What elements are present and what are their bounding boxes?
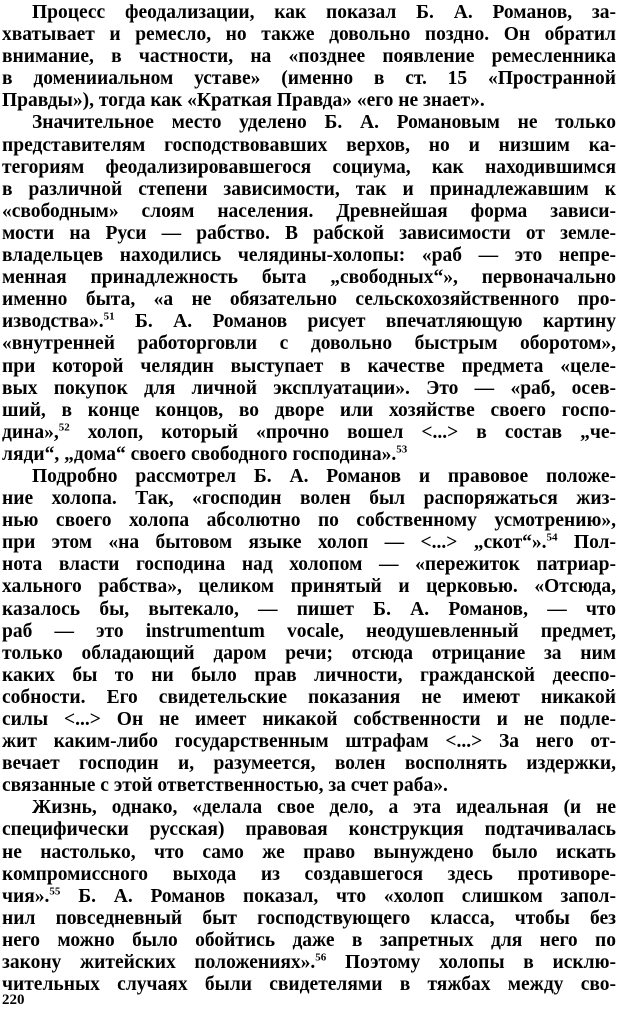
text-line: связанные с этой ответственностью, за счет раба».	[2, 775, 448, 797]
text-line: при этом «на бытовом языке холоп — <...> „скот“».$^{54}$ Пол-	[2, 531, 616, 554]
page-number: 220	[2, 992, 25, 1008]
text-line: «внутренней работорговли с довольно быстрым оборотом»,	[2, 333, 616, 355]
text-line: компромиссного выхода из создавшегося здесь противоре-	[2, 863, 616, 885]
text-line: вечает господин и, разумеется, волен восполнять издержки,	[2, 753, 616, 775]
text-line: внимание, в частности, на «позднее появление ремесленника	[2, 46, 616, 68]
footnote-ref: 54	[546, 531, 558, 544]
text-line: чительных случаях были свидетелями в тяжбах между сво-	[2, 974, 616, 996]
footnote-ref: 52	[58, 421, 70, 434]
text-line: именно быта, «а не обязательно сельскохозяйственного про-	[2, 289, 616, 311]
text-line: ший, в конце концов, во дворе или хозяйстве своего госпо-	[2, 399, 616, 421]
text-line: жит каким-либо государственным штрафам <...> За него от-	[2, 731, 616, 753]
text-line: силы <...> Он не имеет никакой собственности и не подле-	[2, 709, 616, 730]
text-line: дина»,$^{52}$ холоп, который «прочно вошел <...> в состав „че-	[2, 421, 616, 443]
text-line: Подробно рассмотрел Б. А. Романов и правовое положе-	[32, 465, 616, 487]
text-line: Правды»), тогда как «Краткая Правда» «его не знает».	[2, 90, 485, 112]
text-line: при которой челядин выступает в качестве предмета «целе-	[2, 355, 616, 377]
text-line: мости на Руси — рабство. В рабской зависимости от земле-	[2, 222, 616, 244]
text-line: в доменииальном уставе» (именно в ст. 15 «Пространной	[2, 68, 616, 90]
text-line: изводства».$^{51}$ Б. А. Романов рисует впечатляющую картину	[2, 310, 616, 333]
text-line: ние холопа. Так, «господин волен был распоряжаться жиз-	[2, 488, 616, 510]
text-line: специфически русская) правовая конструкция подтачивалась	[2, 819, 616, 841]
footnote-ref: 55	[49, 885, 61, 898]
text-line: владельцев находились челядины-холопы: «раб — это непре-	[2, 245, 616, 267]
text-line: только обладающий даром речи; отсюда отрицание за ним	[2, 642, 616, 664]
body-text	[2, 2, 616, 996]
text-line: хального рабства», целиком принятый и церковью. «Отсюда,	[2, 576, 616, 598]
footnote-ref: 56	[315, 951, 327, 964]
text-line: раб — это instrumentum vocale, неодушевленный предмет,	[2, 620, 616, 642]
text-line: «свободным» слоям населения. Древнейшая форма зависи-	[2, 200, 616, 222]
text-line: Значительное место уделено Б. А. Романовым не только	[32, 112, 616, 134]
text-line: ляди“, „дома“ своего свободного господина».$^{53}$	[2, 443, 408, 465]
text-line: казалось бы, вытекало, — пишет Б. А. Романов, — что	[2, 598, 616, 620]
text-line: него можно было обойтись даже в запретных для него по	[2, 929, 616, 951]
text-line: Жизнь, однако, «делала свое дело, а эта идеальная (и не	[32, 797, 616, 819]
footnote-ref: 53	[396, 443, 408, 456]
text-line: тегориям феодализировавшегося социума, как находившимся	[2, 156, 616, 178]
text-line: каких бы то ни было прав личности, гражданской дееспо-	[2, 664, 616, 686]
text-line: хватывает и ремесло, но также довольно поздно. Он обратил	[2, 24, 616, 46]
text-line: в различной степени зависимости, так и принадлежавшим к	[2, 178, 616, 200]
text-line: вых покупок для личной эксплуатации». Это — «раб, осев-	[2, 377, 616, 399]
text-line: нота власти господина над холопом — «пережиток патриар-	[2, 554, 616, 576]
text-line: не настолько, что само же право вынуждено было искать	[2, 841, 616, 863]
text-line: закону житейских положениях».$^{56}$ Поэтому холопы в исклю-	[2, 951, 616, 974]
text-line: нил повседневный быт господствующего класса, чтобы без	[2, 907, 616, 929]
text-line: собности. Его свидетельские показания не имеют никакой	[2, 686, 616, 708]
footnote-ref: 51	[103, 310, 115, 323]
text-line: нью своего холопа абсолютно по собственному усмотрению»,	[2, 510, 616, 532]
text-line: представителям господствовавших верхов, но и низшим ка-	[2, 134, 616, 156]
text-line: менная принадлежность быта „свободных“», первоначально	[2, 267, 616, 289]
text-line: Процесс феодализации, как показал Б. А. Романов, за-	[32, 2, 616, 23]
text-line: чия».$^{55}$ Б. А. Романов показал, что «холоп слишком запол-	[2, 885, 616, 907]
